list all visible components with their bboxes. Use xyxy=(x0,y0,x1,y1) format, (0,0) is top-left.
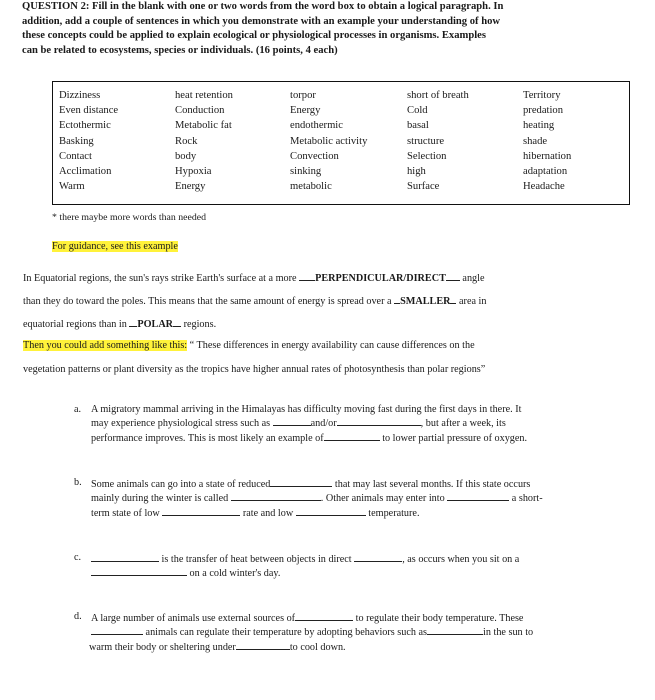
word: Warm xyxy=(59,181,85,193)
question-a: A migratory mammal arriving in the Himalayas has difficulty moving fast during the first days in there. It may experience physiological stress such as and/or , but after a week, its performance improves. This is most likely an example of to lower partial pressure of oxygen. xyxy=(91,404,528,444)
answer-blank[interactable] xyxy=(91,625,143,635)
example-answer: PERPENDICULAR/DIRECT xyxy=(315,273,446,284)
word: Surface xyxy=(407,181,440,193)
example-line-4: Then you could add something like this: “ These differences in energy availability can cause differences on the xyxy=(23,340,475,351)
word: heat retention xyxy=(175,90,233,101)
word-column xyxy=(59,88,118,194)
question-letter: b. xyxy=(74,477,82,488)
answer-blank[interactable] xyxy=(447,491,509,501)
word: Territory xyxy=(523,90,561,101)
guidance-label: For guidance, see this example xyxy=(52,241,178,252)
word: sinking xyxy=(290,166,322,178)
word: Ectothermic xyxy=(59,120,111,132)
word: Energy xyxy=(175,181,206,193)
question-b: Some animals can go into a state of reduced that may last several months. If this state occurs mainly during the winter is called . Other animals may enter into a short- term state of low rate and low temperature. xyxy=(91,479,543,519)
example-line-2: than they do toward the poles. This means that the same amount of energy is spread over a SMALLER area in xyxy=(23,296,487,307)
word: torpor xyxy=(290,90,316,101)
question-letter: a. xyxy=(74,404,82,415)
word: Basking xyxy=(59,135,94,147)
word-column xyxy=(290,88,367,194)
example-line-3: equatorial regions than in POLAR regions. xyxy=(23,319,217,330)
word: Even distance xyxy=(59,105,119,117)
header-line: can be related to ecosystems, species or individuals. (16 points, 4 each) xyxy=(22,44,338,56)
answer-blank[interactable] xyxy=(162,506,240,516)
example-line-5: vegetation patterns or plant diversity as the tropics have higher annual rates of photosynthesis than polar regions” xyxy=(23,364,486,375)
word: Selection xyxy=(407,150,447,162)
question-header xyxy=(22,0,637,58)
word: basal xyxy=(407,120,429,132)
question-letter: c. xyxy=(74,552,82,563)
word: Rock xyxy=(175,135,198,147)
word: adaptation xyxy=(523,166,568,178)
word: Convection xyxy=(290,150,339,162)
word: structure xyxy=(407,135,445,147)
addition-label: Then you could add something like this: xyxy=(23,340,188,351)
word: hibernation xyxy=(523,150,572,162)
answer-blank[interactable] xyxy=(91,552,159,562)
word: Hypoxia xyxy=(175,166,212,178)
word: Contact xyxy=(59,150,92,162)
word: Conduction xyxy=(175,105,225,117)
word: Dizziness xyxy=(59,90,101,101)
answer-blank[interactable] xyxy=(296,506,366,516)
answer-blank[interactable] xyxy=(324,431,380,441)
word-column xyxy=(407,88,469,194)
question-d: A large number of animals use external sources of to regulate their body temperature. These animals can regulate their temperature by adopting behaviors such as in the sun to warm their body or sheltering under to cool down. xyxy=(89,613,534,653)
answer-blank[interactable] xyxy=(427,625,483,635)
example-line-1: In Equatorial regions, the sun's rays strike Earth's surface at a more PERPENDICULAR/DIRECT angle xyxy=(23,273,485,284)
word: endothermic xyxy=(290,120,343,132)
word: body xyxy=(175,150,197,162)
word: predation xyxy=(523,105,564,117)
word: heating xyxy=(523,120,555,132)
word: Metabolic activity xyxy=(290,135,368,147)
word: metabolic xyxy=(290,181,332,193)
header-line: addition, add a couple of sentences in which you demonstrate with an example your understanding of how xyxy=(22,15,501,27)
word: high xyxy=(407,166,426,178)
answer-blank[interactable] xyxy=(270,477,332,487)
example-answer: SMALLER xyxy=(400,296,451,307)
word: Acclimation xyxy=(59,166,112,178)
word: short of breath xyxy=(407,90,469,101)
word-column xyxy=(175,88,233,194)
answer-blank[interactable] xyxy=(273,416,311,426)
answer-blank[interactable] xyxy=(231,491,321,501)
question-c: is the transfer of heat between objects in direct , as occurs when you sit on a on a cold winter's day. xyxy=(91,552,519,581)
word: Energy xyxy=(290,105,321,117)
word-box-note: * there maybe more words than needed xyxy=(52,212,206,223)
answer-blank[interactable] xyxy=(337,416,421,426)
word: shade xyxy=(523,135,548,147)
word: Metabolic fat xyxy=(175,120,232,132)
answer-blank[interactable] xyxy=(354,552,402,562)
answer-blank[interactable] xyxy=(91,566,187,576)
question-letter: d. xyxy=(74,611,82,622)
example-answer: POLAR xyxy=(137,319,174,330)
header-line: QUESTION 2: Fill in the blank with one or two words from the word box to obtain a logical paragraph. In xyxy=(22,1,504,12)
word-box xyxy=(52,81,630,205)
word-column xyxy=(523,88,571,194)
header-line: these concepts could be applied to explain ecological or physiological processes in organisms. Examples xyxy=(22,30,486,41)
answer-blank[interactable] xyxy=(295,611,353,621)
word: Cold xyxy=(407,105,428,117)
word: Headache xyxy=(523,181,565,193)
answer-blank[interactable] xyxy=(236,640,290,650)
